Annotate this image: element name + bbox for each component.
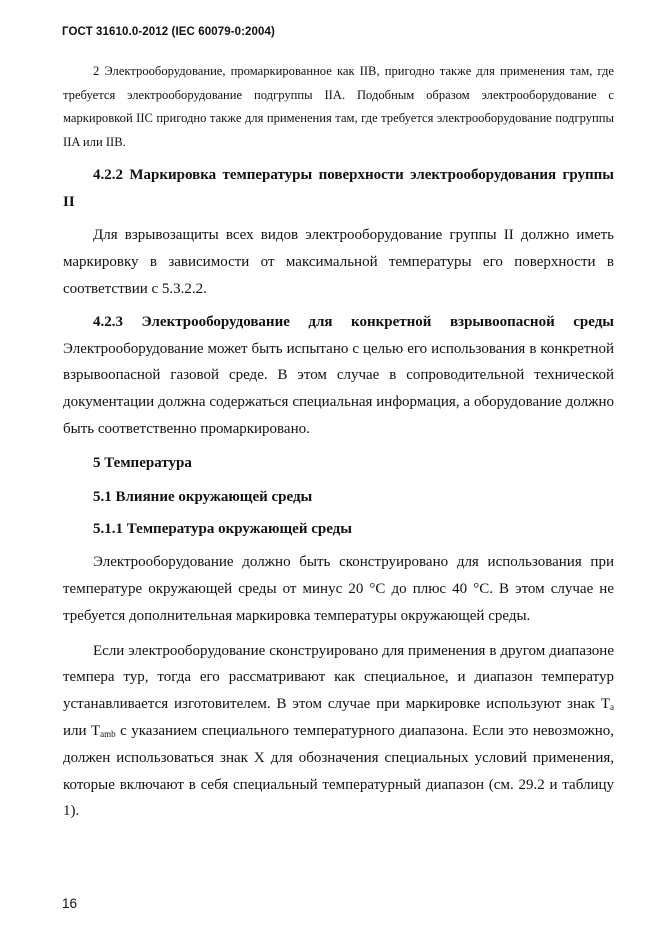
section-heading-5-1: 5.1 Влияние окружающей среды xyxy=(93,488,313,505)
paragraph-2-text-start: Если электрооборудование сконструировано для применения в другом диапазоне темпера тур, тогда его рассматривают как специальное, и диапазон температур устанавливается изготовителем. В этом случае при маркировке используют знак xyxy=(63,642,614,713)
section-heading-5-1-1: 5.1.1 Температура окружающей среды xyxy=(93,521,352,538)
section-4-2-3-body: Электрооборудование может быть испытано с целью его использования в конкретной взрывоопасной газовой среде. В этом случае в сопроводительной технической документации должна содержаться специальная информация, а оборудование должно быть соответственно промаркировано. xyxy=(63,340,614,437)
standard-header: ГОСТ 31610.0-2012 (IEC 60079-0:2004) xyxy=(62,26,275,38)
page-number: 16 xyxy=(62,896,78,911)
paragraph-2-or: или xyxy=(63,722,91,739)
section-heading-5: 5 Температура xyxy=(93,454,192,471)
symbol-t-a: $Т_a$ xyxy=(600,696,614,713)
section-4-2-2-body: Для взрывозащиты всех видов электрооборудование группы II должно иметь маркировку в зависимости от максимальной температуры его поверхности в соответствии с 5.3.2.2. xyxy=(63,227,614,297)
section-5-1-1-paragraph-2 xyxy=(63,638,614,826)
section-5-1-1-paragraph-1: Электрооборудование должно быть сконструировано для использования при температуре окружающей среды от минус 20 °С до плюс 40 °С. В этом случае не требуется дополнительная маркировка температуры окружающей среды. xyxy=(63,554,614,624)
paragraph-2-text-end: с указанием специального температурного диапазона. Если это невозможно, должен использоваться знак X для обозначения специальных условий применения, которые включают в себя специальный температурный диапазон (см. 29.2 и таблицу 1). xyxy=(63,722,614,820)
section-heading-4-2-3: 4.2.3 Электрооборудование для конкретной взрывоопасной среды xyxy=(93,313,614,330)
page-content xyxy=(63,60,614,825)
note-paragraph: 2 Электрооборудование, промаркированное как IIB, пригодно также для применения там, где требуется электрооборудование подгруппы IIA. Подобным образом электрооборудование с маркировкой IIC пригодно также для применения там, где требуется электрооборудование подгруппы IIA или IIB. xyxy=(63,64,614,150)
symbol-t-amb: $Т_{amb}$ xyxy=(91,722,116,739)
section-heading-4-2-2: 4.2.2 Маркировка температуры поверхности электрооборудования группы II xyxy=(63,166,614,210)
